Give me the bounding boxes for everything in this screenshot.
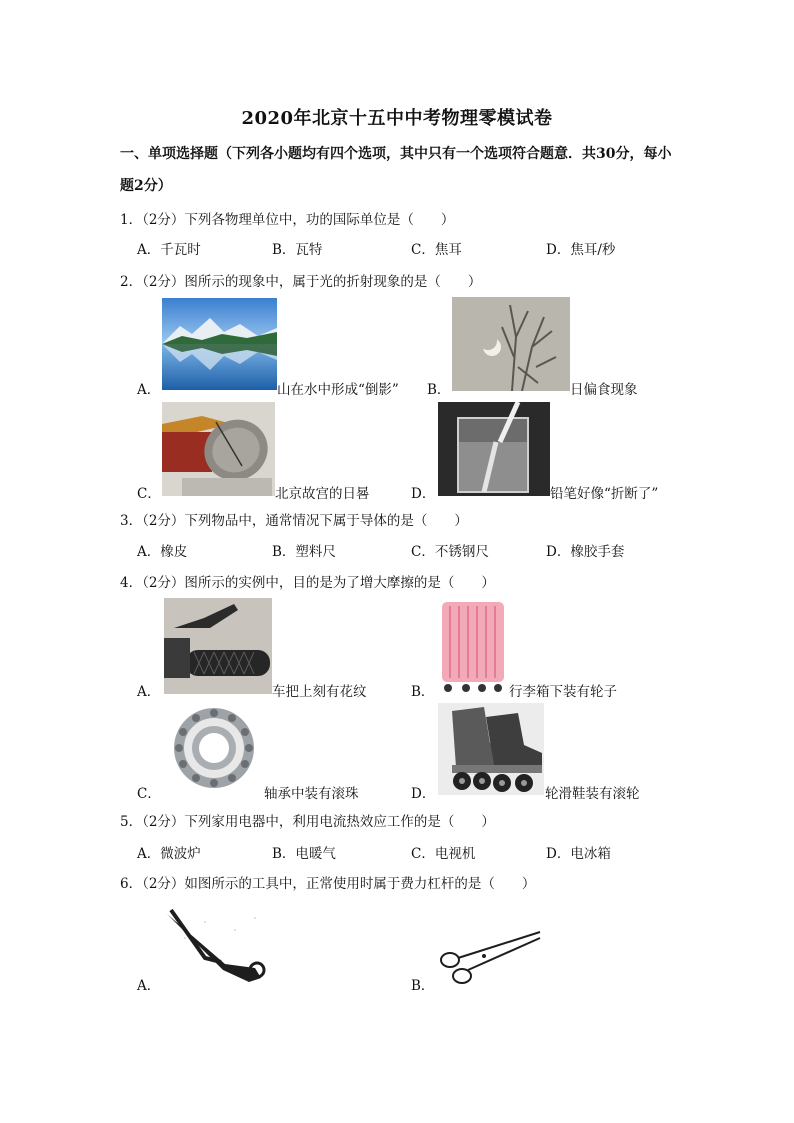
sundial-photo — [162, 402, 275, 496]
section-heading — [120, 138, 680, 202]
ball-bearing-photo — [162, 702, 264, 794]
q2-option-c-letter: C． — [137, 486, 161, 502]
q2-option-b-letter: B． — [427, 382, 451, 398]
q2-option-c-caption: 北京故宫的日晷 — [275, 486, 370, 502]
question-4-stem: 4．（2分）图所示的实例中，目的是为了增大摩擦的是（ ） — [120, 575, 495, 591]
shears-drawing — [165, 908, 271, 988]
q5-option-a: A．微波炉 — [137, 846, 201, 862]
q5-option-d: D．电冰箱 — [546, 846, 611, 862]
q4-option-b-caption: 行李箱下装有轮子 — [509, 684, 617, 700]
q2-option-d-caption: 铅笔好像“折断了” — [550, 486, 659, 502]
q1-option-a: A．千瓦时 — [137, 242, 201, 258]
q1-option-d: D．焦耳/秒 — [546, 242, 616, 258]
suitcase-photo — [434, 598, 510, 694]
mountain-reflection-photo — [162, 298, 277, 390]
q4-option-a-letter: A． — [137, 684, 161, 700]
q1-option-b: B．瓦特 — [272, 242, 323, 258]
q6-option-a-letter: A． — [137, 978, 161, 994]
q5-option-c: C．电视机 — [411, 846, 476, 862]
q2-option-d-letter: D． — [411, 486, 436, 502]
q6-option-b-letter: B． — [411, 978, 435, 994]
q4-option-d-caption: 轮滑鞋装有滚轮 — [545, 786, 640, 802]
question-1-stem: 1．（2分）下列各物理单位中，功的国际单位是（ ） — [120, 212, 455, 228]
q4-option-a-caption: 车把上刻有花纹 — [272, 684, 367, 700]
q2-option-a-letter: A． — [137, 382, 161, 398]
question-6-stem: 6．（2分）如图所示的工具中，正常使用时属于费力杠杆的是（ ） — [120, 876, 536, 892]
q3-option-b: B．塑料尺 — [272, 544, 336, 560]
q4-option-c-caption: 轴承中装有滚珠 — [264, 786, 359, 802]
page-title: 2020年北京十五中中考物理零模试卷 — [241, 108, 553, 129]
question-5-stem: 5．（2分）下列家用电器中，利用电流热效应工作的是（ ） — [120, 814, 495, 830]
section-heading-line2: 题2分） — [120, 178, 172, 194]
partial-eclipse-photo — [452, 297, 570, 391]
roller-skate-photo — [438, 703, 544, 795]
q4-option-c-letter: C． — [137, 786, 161, 802]
q4-option-d-letter: D． — [411, 786, 436, 802]
scissors-drawing — [436, 918, 546, 986]
q3-option-d: D．橡胶手套 — [546, 544, 625, 560]
q4-option-b-letter: B． — [411, 684, 435, 700]
q3-option-a: A．橡皮 — [137, 544, 188, 560]
q5-option-b: B．电暖气 — [272, 846, 336, 862]
question-2-stem: 2．（2分）图所示的现象中，属于光的折射现象的是（ ） — [120, 274, 482, 290]
q1-option-c: C．焦耳 — [411, 242, 462, 258]
q3-option-c: C．不锈钢尺 — [411, 544, 489, 560]
q2-option-a-caption: 山在水中形成“倒影” — [277, 382, 399, 398]
section-heading-line1: 一、单项选择题（下列各小题均有四个选项，其中只有一个选项符合题意．共30分，每小 — [120, 146, 672, 162]
q2-option-b-caption: 日偏食现象 — [570, 382, 638, 398]
bike-handlebar-photo — [164, 598, 272, 694]
pencil-in-water-photo — [438, 402, 550, 496]
question-3-stem: 3．（2分）下列物品中，通常情况下属于导体的是（ ） — [120, 513, 468, 529]
